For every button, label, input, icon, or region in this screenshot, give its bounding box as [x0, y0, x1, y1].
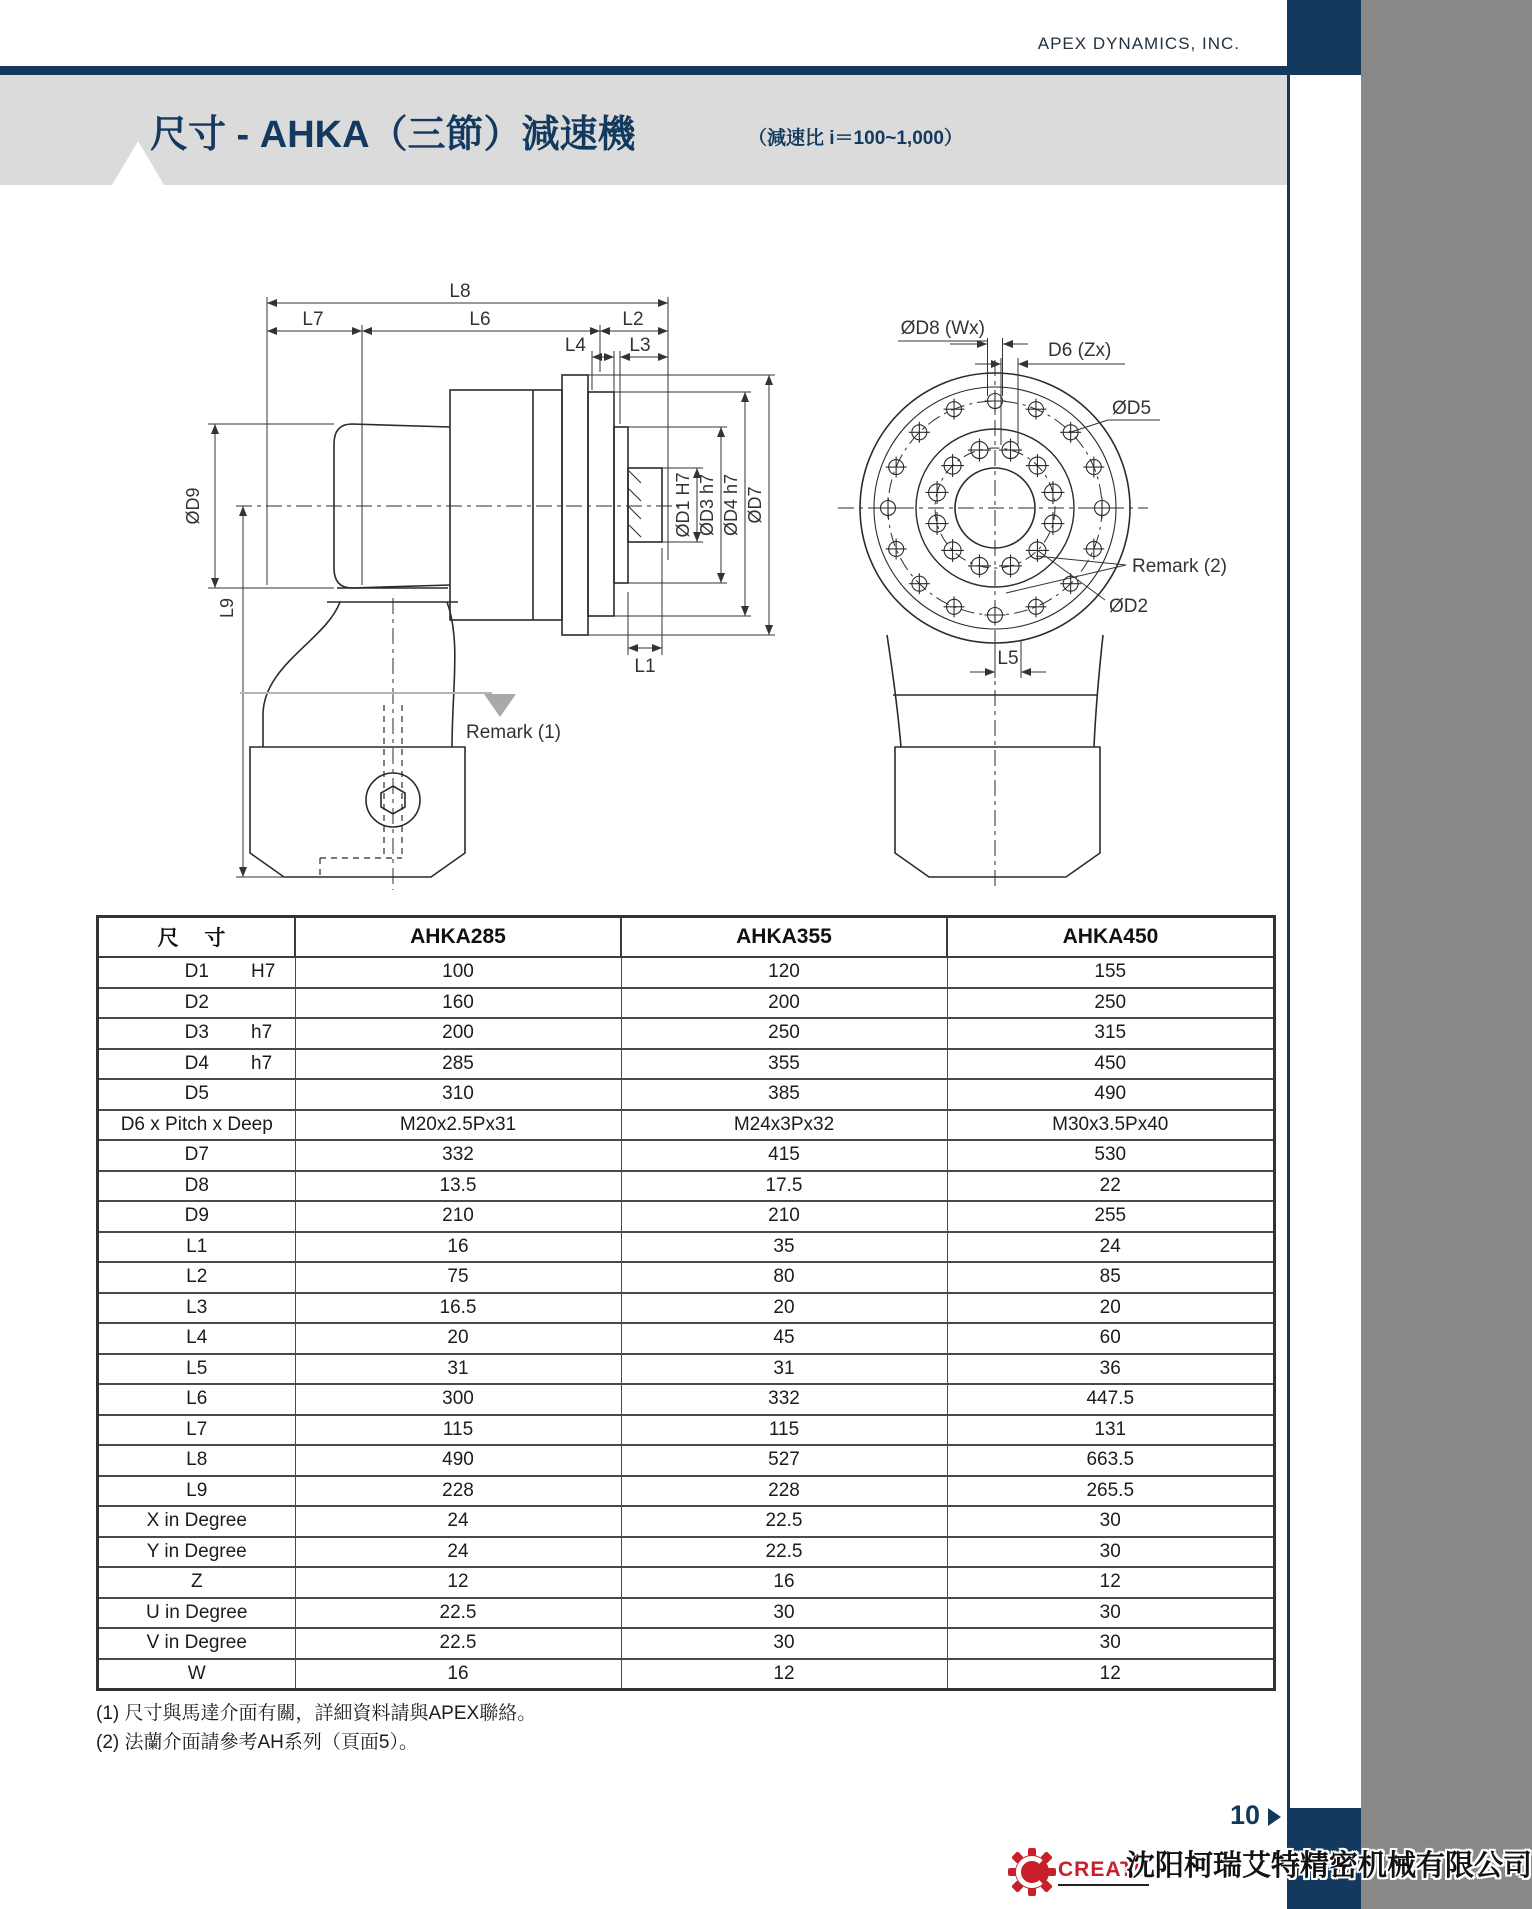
- dim-value-cell: 155: [947, 957, 1275, 988]
- page-subtitle: （減速比 i＝100~1,000）: [748, 128, 963, 149]
- table-row: [98, 957, 1275, 988]
- dim-value-cell: 12: [295, 1567, 621, 1598]
- dim-value-cell: 527: [621, 1445, 947, 1476]
- table-header-row: [98, 917, 1275, 958]
- dim-label-L2: L2: [622, 309, 644, 330]
- table-row: [98, 1171, 1275, 1202]
- dim-value-cell: 24: [295, 1537, 621, 1568]
- side-view-dimensions: [208, 297, 775, 877]
- dim-value-cell: 131: [947, 1415, 1275, 1446]
- dim-name-cell: D7: [98, 1140, 296, 1171]
- dim-value-cell: 385: [621, 1079, 947, 1110]
- table-row: [98, 1567, 1275, 1598]
- dim-label-L1: L1: [634, 656, 656, 677]
- dim-name-cell: L5: [98, 1354, 296, 1385]
- dim-name-cell: D1 H7: [98, 957, 296, 988]
- dim-value-cell: 20: [295, 1323, 621, 1354]
- dim-value-cell: 200: [295, 1018, 621, 1049]
- table-row: [98, 1659, 1275, 1690]
- page-number: 10: [1229, 1800, 1260, 1830]
- dim-value-cell: 12: [947, 1567, 1275, 1598]
- dim-label-D9: ØD9: [183, 487, 203, 525]
- dim-name-cell: Y in Degree: [98, 1537, 296, 1568]
- dim-name-cell: D8: [98, 1171, 296, 1202]
- dim-value-cell: 228: [295, 1476, 621, 1507]
- title-band: [0, 75, 1287, 185]
- dim-value-cell: 22.5: [295, 1598, 621, 1629]
- dim-value-cell: 24: [295, 1506, 621, 1537]
- dim-value-cell: 210: [295, 1201, 621, 1232]
- dim-name-cell: D3 h7: [98, 1018, 296, 1049]
- table-row: [98, 1079, 1275, 1110]
- dim-value-cell: 36: [947, 1354, 1275, 1385]
- dim-value-cell: 200: [621, 988, 947, 1019]
- table-row: [98, 1628, 1275, 1659]
- dim-value-cell: 30: [947, 1506, 1275, 1537]
- col-header-ahka355: AHKA355: [621, 917, 947, 958]
- dim-value-cell: 415: [621, 1140, 947, 1171]
- dim-label-D4: ØD4 h7: [721, 473, 741, 537]
- table-row: [98, 1384, 1275, 1415]
- dim-name-cell: D4 h7: [98, 1049, 296, 1080]
- dim-label-D7: ØD7: [745, 486, 765, 524]
- side-view: [236, 375, 680, 890]
- table-row: [98, 1445, 1275, 1476]
- logo-create-text: CREATE: [1058, 1858, 1149, 1886]
- dimensions-table: [96, 915, 1276, 1691]
- dim-label-L4: L4: [564, 335, 586, 356]
- col-header-ahka450: AHKA450: [947, 917, 1275, 958]
- dim-label-D5: ØD5: [1112, 398, 1152, 419]
- dim-label-L6: L6: [469, 309, 491, 330]
- technical-drawings: [0, 225, 1290, 895]
- table-row: [98, 1140, 1275, 1171]
- table-row: [98, 1110, 1275, 1141]
- dim-value-cell: 120: [621, 957, 947, 988]
- header-brand-text: APEX DYNAMICS, INC.: [1037, 34, 1240, 53]
- table-row: [98, 1323, 1275, 1354]
- dim-value-cell: 250: [947, 988, 1275, 1019]
- dim-value-cell: 16.5: [295, 1293, 621, 1324]
- dim-value-cell: 24: [947, 1232, 1275, 1263]
- dim-label-L5: L5: [997, 648, 1019, 669]
- dim-name-cell: L6: [98, 1384, 296, 1415]
- dim-label-L7: L7: [302, 309, 324, 330]
- dim-label-L9: L9: [217, 597, 237, 619]
- dim-label-D1: ØD1 H7: [673, 472, 693, 538]
- dim-value-cell: 30: [947, 1598, 1275, 1629]
- table-row: [98, 1293, 1275, 1324]
- dim-value-cell: 31: [295, 1354, 621, 1385]
- dim-value-cell: 250: [621, 1018, 947, 1049]
- dim-value-cell: 332: [295, 1140, 621, 1171]
- dim-value-cell: 12: [621, 1659, 947, 1690]
- dim-value-cell: 22: [947, 1171, 1275, 1202]
- dim-value-cell: 490: [947, 1079, 1275, 1110]
- dim-value-cell: 228: [621, 1476, 947, 1507]
- dim-value-cell: 30: [621, 1628, 947, 1659]
- dim-value-cell: 255: [947, 1201, 1275, 1232]
- dim-label-D3: ØD3 h7: [697, 473, 717, 537]
- dim-value-cell: 85: [947, 1262, 1275, 1293]
- dim-value-cell: 355: [621, 1049, 947, 1080]
- dim-value-cell: 447.5: [947, 1384, 1275, 1415]
- dim-value-cell: 300: [295, 1384, 621, 1415]
- dim-value-cell: 315: [947, 1018, 1275, 1049]
- dim-name-cell: L8: [98, 1445, 296, 1476]
- dim-value-cell: 332: [621, 1384, 947, 1415]
- dim-value-cell: 210: [621, 1201, 947, 1232]
- dim-value-cell: 22.5: [295, 1628, 621, 1659]
- footnote-2: (2) 法蘭介面請參考AH系列（頁面5）。: [96, 1732, 418, 1753]
- dim-name-cell: L9: [98, 1476, 296, 1507]
- dim-name-cell: L2: [98, 1262, 296, 1293]
- table-row: [98, 1537, 1275, 1568]
- footer-company-name: 沈阳柯瑞艾特精密机械有限公司: [1126, 1850, 1532, 1882]
- dim-name-cell: L3: [98, 1293, 296, 1324]
- dim-name-cell: D6 x Pitch x Deep: [98, 1110, 296, 1141]
- remark1-label: Remark (1): [466, 722, 562, 743]
- dim-label-L3: L3: [629, 335, 651, 356]
- page-arrow-icon: [1268, 1808, 1281, 1826]
- remark2-label: Remark (2): [1132, 556, 1228, 577]
- dim-value-cell: 160: [295, 988, 621, 1019]
- dim-value-cell: 265.5: [947, 1476, 1275, 1507]
- table-row: [98, 988, 1275, 1019]
- table-row: [98, 1018, 1275, 1049]
- dim-name-cell: V in Degree: [98, 1628, 296, 1659]
- dim-value-cell: 16: [295, 1232, 621, 1263]
- table-row: [98, 1476, 1275, 1507]
- dim-name-cell: D9: [98, 1201, 296, 1232]
- dim-label-D8: ØD8 (Wx): [900, 318, 985, 339]
- front-view: [838, 360, 1148, 888]
- dim-name-cell: X in Degree: [98, 1506, 296, 1537]
- dim-name-cell: Z: [98, 1567, 296, 1598]
- dim-value-cell: 22.5: [621, 1506, 947, 1537]
- dim-name-cell: L4: [98, 1323, 296, 1354]
- dim-value-cell: 31: [621, 1354, 947, 1385]
- gear-logo-icon: [1008, 1848, 1056, 1896]
- dim-value-cell: 16: [295, 1659, 621, 1690]
- dim-value-cell: 30: [947, 1628, 1275, 1659]
- dim-value-cell: 35: [621, 1232, 947, 1263]
- dim-value-cell: 310: [295, 1079, 621, 1110]
- dim-value-cell: 115: [621, 1415, 947, 1446]
- footnote-1: (1) 尺寸與馬達介面有關，詳細資料請與APEX聯絡。: [96, 1703, 537, 1724]
- dim-value-cell: 30: [621, 1598, 947, 1629]
- col-header-size: 尺 寸: [98, 917, 296, 958]
- table-row: [98, 1201, 1275, 1232]
- dimension-table-body: [98, 957, 1275, 1690]
- remark1-pointer: [240, 693, 561, 743]
- dim-value-cell: M30x3.5Px40: [947, 1110, 1275, 1141]
- dim-value-cell: 45: [621, 1323, 947, 1354]
- dim-value-cell: 530: [947, 1140, 1275, 1171]
- table-row: [98, 1232, 1275, 1263]
- dim-value-cell: 16: [621, 1567, 947, 1598]
- dim-value-cell: M20x2.5Px31: [295, 1110, 621, 1141]
- corner-block: [1287, 0, 1361, 75]
- dim-value-cell: 663.5: [947, 1445, 1275, 1476]
- dim-value-cell: 490: [295, 1445, 621, 1476]
- dim-value-cell: 17.5: [621, 1171, 947, 1202]
- dim-value-cell: 60: [947, 1323, 1275, 1354]
- dim-name-cell: D5: [98, 1079, 296, 1110]
- dim-label-L8: L8: [449, 281, 471, 302]
- table-row: [98, 1262, 1275, 1293]
- dim-label-D2: ØD2: [1109, 596, 1149, 617]
- table-row: [98, 1049, 1275, 1080]
- dim-name-cell: W: [98, 1659, 296, 1690]
- table-row: [98, 1354, 1275, 1385]
- dim-name-cell: L1: [98, 1232, 296, 1263]
- page-title: 尺寸 - AHKA（三節）減速機: [150, 114, 636, 156]
- dim-name-cell: U in Degree: [98, 1598, 296, 1629]
- dim-label-D6: D6 (Zx): [1048, 340, 1112, 361]
- dim-value-cell: 80: [621, 1262, 947, 1293]
- dim-value-cell: 12: [947, 1659, 1275, 1690]
- table-row: [98, 1506, 1275, 1537]
- dim-value-cell: 115: [295, 1415, 621, 1446]
- dim-value-cell: 285: [295, 1049, 621, 1080]
- dim-value-cell: M24x3Px32: [621, 1110, 947, 1141]
- dim-value-cell: 20: [621, 1293, 947, 1324]
- dim-value-cell: 20: [947, 1293, 1275, 1324]
- table-row: [98, 1415, 1275, 1446]
- dim-name-cell: D2: [98, 988, 296, 1019]
- table-row: [98, 1598, 1275, 1629]
- dim-value-cell: 75: [295, 1262, 621, 1293]
- dim-value-cell: 22.5: [621, 1537, 947, 1568]
- dim-value-cell: 30: [947, 1537, 1275, 1568]
- dim-name-cell: L7: [98, 1415, 296, 1446]
- dim-value-cell: 13.5: [295, 1171, 621, 1202]
- dim-value-cell: 450: [947, 1049, 1275, 1080]
- header-rule: [0, 66, 1287, 75]
- col-header-ahka285: AHKA285: [295, 917, 621, 958]
- dim-value-cell: 100: [295, 957, 621, 988]
